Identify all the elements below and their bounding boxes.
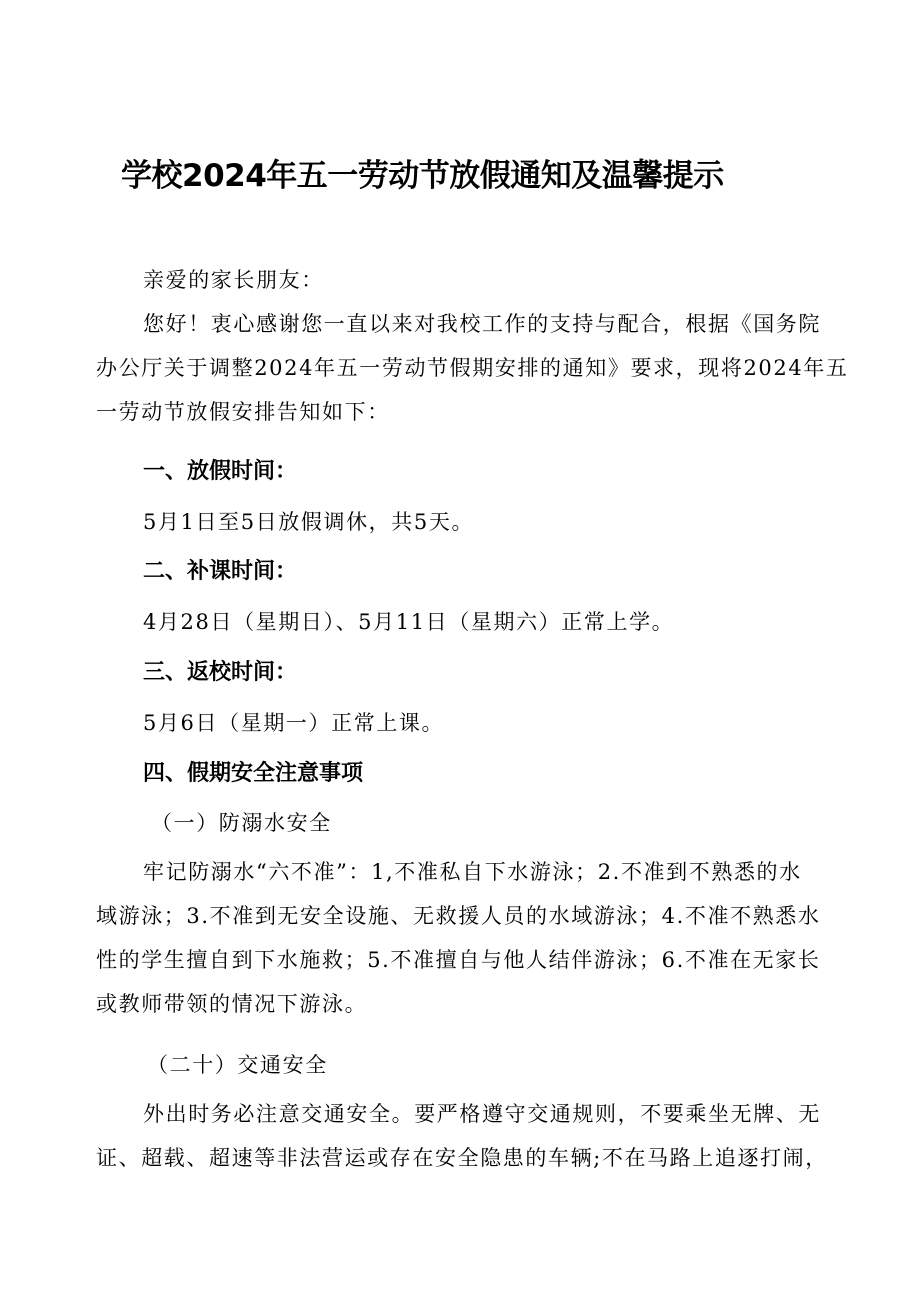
intro-line-3: 一劳动节放假安排告知如下：: [96, 400, 390, 424]
return-text: 5月6日（星期一）正常上课。: [143, 711, 445, 735]
drowning-line-3: 性的学生擅自到下水施救；5.不准擅自与他人结伴游泳；6.不准在无家长: [96, 948, 821, 972]
traffic-paragraph: [96, 1092, 833, 1180]
drowning-line-4: 或教师带领的情况下游泳。: [96, 992, 368, 1016]
traffic-line-2: 证、超载、超速等非法营运或存在安全隐患的车辆;不在马路上追逐打闹，: [96, 1146, 828, 1170]
holiday-text: 5月1日至5日放假调休，共5天。: [143, 510, 475, 534]
intro-line-1: 您好！衷心感谢您一直以来对我校工作的支持与配合，根据《国务院: [143, 312, 821, 336]
subheading-drowning: （一）防溺水安全: [151, 811, 332, 835]
drowning-paragraph: [96, 850, 833, 1026]
intro-paragraph: [96, 302, 849, 434]
traffic-line-1: 外出时务必注意交通安全。要严格遵守交通规则，不要乘坐无牌、无: [143, 1102, 821, 1126]
intro-line-2: 办公厅关于调整2024年五一劳动节假期安排的通知》要求，现将2024年五: [96, 356, 849, 380]
document-title: 学校2024年五一劳动节放假通知及温馨提示: [121, 158, 724, 194]
section-heading-makeup: 二、补课时间：: [143, 559, 298, 584]
makeup-text: 4月28日（星期日）、5月11日（星期六）正常上学。: [143, 610, 675, 634]
subheading-traffic: （二十）交通安全: [147, 1053, 328, 1077]
drowning-line-1: 牢记防溺水“六不准”：1,不准私自下水游泳；2.不准到不熟悉的水: [143, 860, 802, 884]
section-heading-holiday: 一、放假时间：: [143, 459, 298, 484]
drowning-line-2: 域游泳；3.不准到无安全设施、无救援人员的水域游泳；4.不准不熟悉水: [96, 904, 821, 928]
section-heading-return: 三、返校时间：: [143, 660, 298, 685]
section-heading-safety: 四、假期安全注意事项: [143, 761, 364, 786]
greeting: 亲爱的家长朋友：: [143, 268, 324, 292]
